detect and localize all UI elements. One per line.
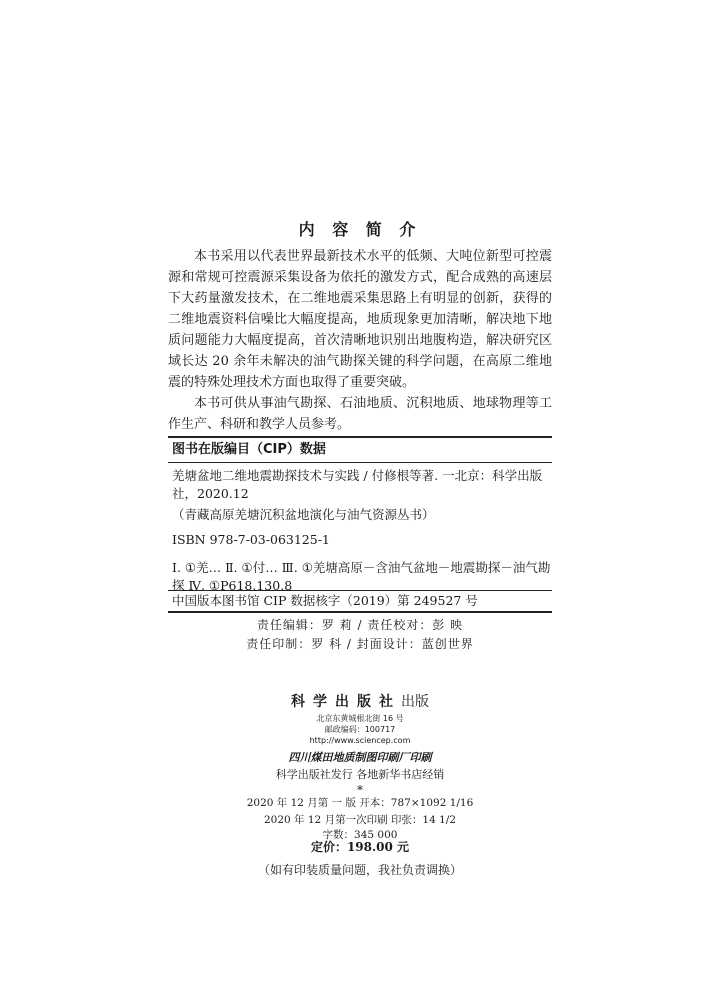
edition-line: 2020 年 12 月第 一 版 开本：787×1092 1/16: [246, 797, 474, 809]
quality-notice: （如有印装质量问题，我社负责调换）: [257, 863, 462, 877]
cip-verification: 中国版本图书馆 CIP 数据核字（2019）第 249527 号: [172, 593, 478, 608]
summary-paragraph: 本书可供从事油气勘探、石油地质、沉积地质、地球物理等工作生产、科研和教学人员参考。: [168, 396, 552, 432]
printing-line: 2020 年 12 月第一次印刷 印张：14 1/2: [263, 814, 457, 826]
price-line: 定价：198.00 元: [310, 840, 410, 854]
cip-heading: [172, 441, 552, 459]
cip-top-rule: [168, 436, 552, 438]
summary-title: 内 容 简 介: [298, 220, 422, 239]
cip-record: [172, 467, 552, 595]
publisher-address: 北京东黄城根北街 16 号: [316, 714, 404, 723]
editors-line-1: 责任编辑：罗 莉 / 责任校对：彭 映: [256, 618, 464, 632]
editors-line-2: 责任印制：罗 科 / 封面设计：蓝创世界: [246, 637, 474, 651]
asterisk-separator: *: [357, 783, 363, 797]
wordcount-line: 字数：345 000: [322, 829, 398, 841]
editors-block: [0, 616, 720, 654]
publisher-name: [0, 691, 720, 711]
cip-mid-rule: [168, 590, 552, 591]
summary-body: [168, 246, 552, 435]
distribution-line: 科学出版社发行 各地新华书店经销: [275, 768, 445, 781]
printer-line: 四川煤田地质制图印刷厂印刷: [288, 751, 432, 764]
cip-heading-rule: [168, 462, 552, 463]
cip-series: （青藏高原羌塘沉积盆地演化与油气资源丛书）: [172, 507, 435, 522]
summary-paragraph: 本书采用以代表世界最新技术水平的低频、大吨位新型可控震源和常规可控震源采集设备为依托的激发方式，配合成熟的高速层下大药量激发技术，在二维地震采集思路上有明显的创新，获得的二维地震资料信噪比大幅度提高，地质现象更加清晰，解决地下地质问题能力大幅度提高，首次清晰地识别出地腹构造，解决研究区域长达 20 余年未解决的油气勘探关键的科学问题，在高原二维地震的特殊处理技术方面也取得了重要突破。: [168, 249, 552, 390]
publisher-name-text: 科学出版社: [291, 694, 401, 710]
cip-bottom-rule: [168, 611, 552, 613]
publisher-suffix: 出版: [401, 694, 429, 710]
cip-heading-text: 图书在版编目（CIP）数据: [172, 442, 326, 457]
cip-subjects: Ⅰ. ①羌… Ⅱ. ①付… Ⅲ. ①羌塘高原－含油气盆地－地震勘探－油气勘探 Ⅳ. ①P618.130.8: [172, 560, 551, 593]
publisher-website: http://www.sciencep.com: [309, 736, 411, 745]
cip-main-entry: 羌塘盆地二维地震勘探技术与实践 / 付修根等著. 一北京：科学出版社，2020.12: [172, 468, 543, 501]
cip-isbn: ISBN 978-7-03-063125-1: [172, 532, 330, 547]
publisher-postcode: 邮政编码：100717: [324, 725, 396, 734]
